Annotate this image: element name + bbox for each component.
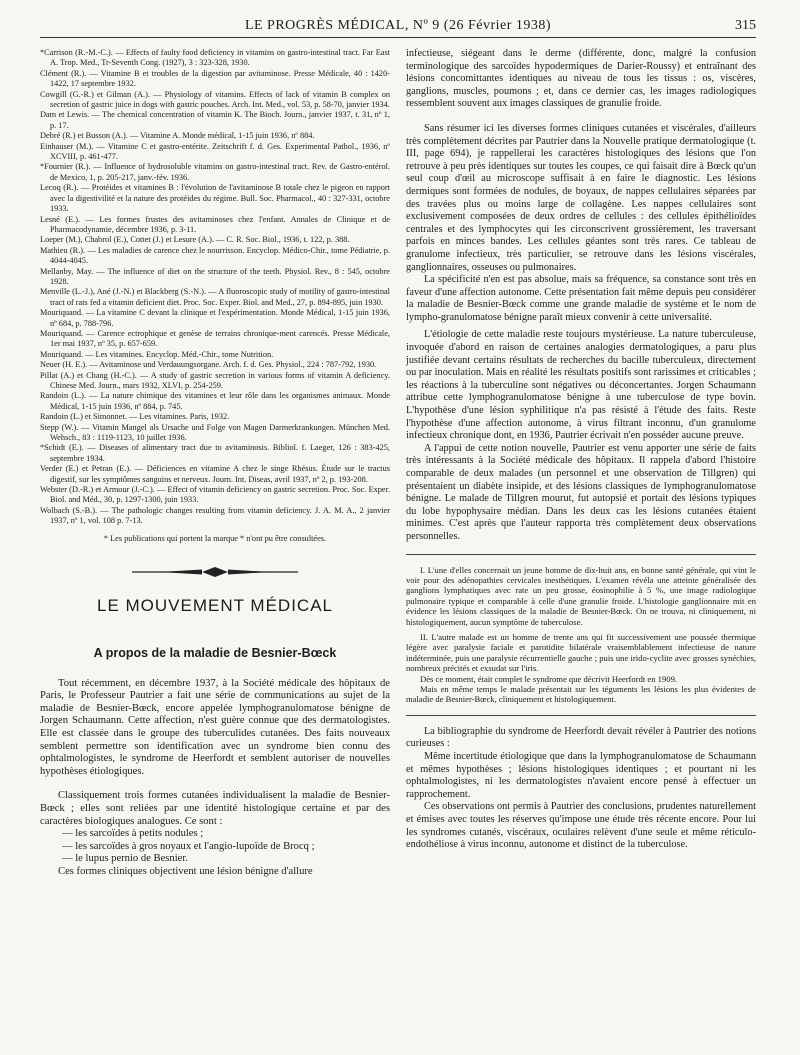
article-paragraph: infectieuse, siégeant dans le derme (différente, donc, malgré la confusion terminologique des sarcoïdes hypodermiques de Darier-Roussy) et entraînant des lésions concomittantes identiques au niveau de tous les tissus : os, viscères, ganglions, muscles, poumons ; et, dans ce dernier cas, les images radiologiques ressemblent souvent aux images classiques de granulie froide. <box>406 48 756 110</box>
reference-item: Menville (L.-J.), Ané (J.-N.) et Blackberg (S.-N.). — A fluoroscopic study of motility of gastro-intestinal tract of rats fed a vitamin deficient diet. Proc. Soc. Exper. Biol. and Med., 27, p. 894-895, juin 1930. <box>40 287 390 307</box>
reference-item: Dam et Lewis. — The chemical concentration of vitamin K. The Bioch. Journ., janvier 1937, t. 31, nº 1, p. 17. <box>40 110 390 130</box>
case-note: I. L'une d'elles concernait un jeune homme de dix-huit ans, en bonne santé générale, qui vint le voir pour des adénopathies cervicales inesthétiques. L'examen révéla une atteinte généralisée des ganglions lymphatiques avec rate un peu grosse, éosinophilie à 5 %, une image radiologique pulmonaire typique et comparable à celle d'une granulie froide. L'histologie ganglionnaire mit en évidence les lésions classiques de la maladie de Besnier-Bœck. On ne trouva, ni cliniquement, ni histologiquement, aucun symptôme de tuberculose. <box>406 564 756 627</box>
reference-item: *Fournier (R.). — Influence of hydrosoluble vitamins on gastro-intestinal tract. Rev. de Gastro-entérol. de Mexico, 1, p. 205-217, janv.-fév. 1936. <box>40 162 390 182</box>
article-title: A propos de la maladie de Besnier-Bœck <box>93 645 337 660</box>
reference-item: Debré (R.) et Busson (A.). — Vitamine A. Monde médical, 1-15 juin 1936, nº 884. <box>40 131 315 141</box>
running-title: LE PROGRÈS MÉDICAL, Nº 9 (26 Février 1938) <box>244 18 552 33</box>
case-note: II. L'autre malade est un homme de trente ans qui fit successivement une poussée thermique légère avec paralysie faciale et parotidite bilatérale vraisemblablement infectieuse de nature indéterminée, puis une paralysie récurrentielle gauche ; puis une irido-cyclite avec grosses synéchies, nombreux précités et exsudat sur l'iris. <box>406 632 756 674</box>
list-item: — les sarcoïdes à gros noyaux et l'angio-lupoïde de Brocq ; <box>62 840 315 852</box>
reference-item: Pillat (A.) et Chang (H.-C.). — A study of gastric secretion in various forms of vitamin A deficiency. Chinese Med. Journ., mars 1932, XLVI, p. 254-259. <box>40 370 390 390</box>
list-item: — le lupus pernio de Besnier. <box>62 853 188 865</box>
ornament-divider <box>40 566 390 578</box>
reference-item: Webster (D.-R.) et Armour (J.-C.). — Effect of vitamin deficiency on gastric secretion. Proc. Soc. Exper. Biol. and Méd., 30, p. 1297-1300, juin 1933. <box>40 485 390 505</box>
reference-item: *Schidt (E.). — Diseases of alimentary tract due to avitaminosis. Bibliol. f. Laeger, 126 : 383-425, septembre 1934. <box>40 443 390 463</box>
reference-item: Neuer (H. E.). — Avitaminose und Verdauungsorgane. Arch. f. d. Ges. Physiol., 224 : 787-792, 1930. <box>40 360 377 370</box>
article-paragraph: Tout récemment, en décembre 1937, à la Société médicale des hôpitaux de Paris, le Professeur Pautrier a fait une série de communications au sujet de la maladie de Besnier-Bœck, encore appelée lymphogranulomatose bénigne de Jorgen Schaumann. Cette affection, n'est guère connue que des dermatologistes. Elle est classée dans le groupe des tuberculides cutanées. Des faits nouveaux semblent permettre son identification avec un syndrome bien connu des ophtalmologistes, le syndrome de Heerfordt et semblent autoriser de nouvelles hypothèses étiologiques. <box>40 677 390 777</box>
reference-item: Mouriquand. — Carence ectrophique et genèse de terrains chronique-ment carencés. Presse Médicale, 1er mai 1937, nº 35, p. 657-659. <box>40 328 390 349</box>
case-note: Dès ce moment, était complet le syndrome que décrivit Heerfordt en 1909. <box>420 673 678 684</box>
ornament-icon <box>130 566 300 578</box>
article-paragraph: A l'appui de cette notion nouvelle, Pautrier est venu apporter une série de faits très intéressants à la Société médicale des hôpitaux. Il rappela d'abord l'histoire comparable de deux malades (un personnel et une observation de Tillgren) qui présentaient un diabète insipide, et des lésions classiques de lymphogranulomatose bénigne. Le malade de Tillgren mourut, fut autopsié et portait des lésions typiques du lobe hypophysaire médian. Dans les deux cas les lésions cutanées étaient minimes. C'est après que l'auteur rapporta très complètement deux observations personnelles. <box>406 442 756 542</box>
reference-item: Wolbach (S.-B.). — The pathologic changes resulting from vitamin deficiency. J. A. M. A., 2 janvier 1937, nº 1, vol. 108 p. 7-13. <box>40 505 390 526</box>
reference-item: Mouriquand. — La vitamine C devant la clinique et l'expérimentation. Monde Médical, 1-15 juin 1936, nº 684, p. 788-796. <box>40 308 390 328</box>
reference-item: Mellanby, May. — The influence of diet on the structure of the teeth. Physiol. Rev., 8 : 545, octobre 1928. <box>40 266 390 286</box>
section-heading: LE MOUVEMENT MÉDICAL <box>96 595 333 615</box>
list-item: — les sarcoïdes à petits nodules ; <box>62 828 204 840</box>
reference-item: Verder (E.) et Petran (E.). — Déficiences en vitamine A chez le singe Rhésus. Étude sur le tractus digestif, sur les symptômes sanguins et nerveux. Journ. Int. Diseas, avril 1937, nº 2, p. 193-208. <box>40 464 390 484</box>
divider <box>406 554 756 555</box>
right-column <box>406 48 756 879</box>
reference-item: Mouriquand. — Les vitamines. Encyclop. Méd.-Chir., tome Nutrition. <box>40 349 274 359</box>
article-paragraph: Ces formes cliniques objectivent une lésion bénigne d'allure <box>58 866 313 877</box>
reference-item: *Carrison (R.-M.-C.). — Effects of faulty food deficiency in vitamins on gastro-intestinal tract. Far East A. Trop. Med., Tr-Seventh Cong. (1927), 3 : 323-328, 1930. <box>40 48 390 68</box>
page-number: 315 <box>735 18 756 33</box>
reference-list <box>40 48 390 527</box>
article-paragraph: La bibliographie du syndrome de Heerfordt devait révéler à Pautrier des notions curieuses : <box>406 725 756 750</box>
divider <box>406 715 756 716</box>
reference-item: Randoin (L.). — La nature chimique des vitamines et leur rôle dans les organismes animaux. Monde Médical, 1-15 juin 1936, nº 884, p. 745. <box>40 391 390 411</box>
reference-item: Randoin (L.) et Simonnet. — Les vitamines. Paris, 1932. <box>40 412 230 422</box>
left-column <box>40 48 390 879</box>
reference-item: Lecoq (R.). — Protéides et vitamines B : l'évolution de l'avitaminose B totale chez le pigeon en rapport avec la digestivilité et la nature des protéides du régime. Bull. Soc. Pharmacol., 40 : 327-331, octobre 1933. <box>40 183 390 214</box>
article-paragraph: Sans résumer ici les diverses formes cliniques cutanées et viscérales, d'ailleurs très complètement décrites par Pautrier dans la Nouvelle pratique dermatologique (t. III, page 694), je rappellerai les caractères histologiques des lésions que l'on retrouve à peu près identiques sur toutes les coupes, ce qui faisait dire à Bœck qu'un seul coup d'œil au microscope suffisait à en faire le diagnostic. Les lésions dermiques sont formées de nodules, de boyaux, de nappes cellulaires séparées par des travées plus ou moins large de collagène. Les nappes cellulaires sont exclusivement composées de deux ordres de cellules : des cellules épithélioïdes centrales et des lymphocytes qui les circonscrivent grossièrement, les traversant parfois en minces bandes. Les cellules géantes sont très rares. Ce tableau de granulome infectieux, très particulier, se retrouve dans les lésions viscérales, ganglionnaires, osseuses ou pulmonaires. <box>406 122 756 273</box>
article-paragraph: La spécificité n'en est pas absolue, mais sa fréquence, sa constance sont très en faveur d'une affection autonome. Cette présentation fait même depuis peu considérer la maladie de Besnier-Bœck comme une grande maladie de système et le nom de lympho-granulomatose bénigne paraît mieux convenir à cette universalité. <box>406 274 756 323</box>
reference-item: Lesné (E.). — Les formes frustes des avitaminoses chez l'enfant. Annales de Clinique et de Pharmacodynamie, décembre 1936, p. 3-11. <box>40 214 390 234</box>
reference-item: Clément (R.). — Vitamine B et troubles de la digestion par avitaminose. Presse Médicale, 40 : 1420-1422, 17 septembre 1932. <box>40 68 390 89</box>
reference-item: Einhauser (M.). — Vitamine C et gastro-entérite. Zeitschrift f. d. Ges. Experimental Pathol., 1936, nº XCVIII, p. 461-477. <box>40 141 390 162</box>
case-observations <box>406 565 756 705</box>
forms-list <box>40 828 390 866</box>
reference-item: Stepp (W.). — Vitamin Mangel als Ursache und Folge von Magen Darmerkrankungen. München Med. Wehsch., 83 : 1119-1123, 10 juillet 1936. <box>40 422 390 443</box>
reference-item: Cowgill (G.-R.) et Gilman (A.). — Physiology of vitamins. Effects of lack of vitamin B complex on secretion of gastric juice in dogs with gastric pouches. Arch. Int. Med., vol. 53, p. 58-70, janvier 1934. <box>40 89 390 110</box>
article-paragraph: Même incertitude étiologique que dans la lymphogranulomatose de Schaumann et mêmes hypothèses ; lésions histologiques identiques ; et pourtant ni les ophtalmologistes, ni les dermatologistes n'avaient encore pensé à effectuer un rapprochement. <box>406 751 756 800</box>
article-paragraph: L'étiologie de cette maladie reste toujours mystérieuse. La nature tuberculeuse, invoquée d'abord en raison de certaines analogies dermatologiques, a paru plus justifiée devant certains résultats de recherches du bacille tuberculeux, directement ou par inoculation. Mais en réalité les résultats positifs sont rarissimes et criticables ; les réactions à la tuberculine sont négatives ou déconcertantes. Jorgen Schaumann attribue cette lymphogranulomatose bénigne à une tuberculose de type bovin. L'hypothèse d'une lésion syphilitique n'a pas résisté à l'étude des faits. Reste l'hypothèse d'une affection autonome, à virus filtrant inconnu, d'un granulome infectieux chronique dont, en 1936, Pautrier écrivait n'en posséder aucune preuve. <box>406 329 756 442</box>
reference-item: Mathieu (R.). — Les maladies de carence chez le nourrisson. Encyclop. Médico-Chir., tome Pédiatrie, p. 4044-4045. <box>40 245 390 266</box>
references-footnote: * Les publications qui portent la marque * n'ont pu être consultées. <box>103 533 327 543</box>
article-paragraph: Classiquement trois formes cutanées individualisent la maladie de Besnier-Bœck ; elles sont reliées par une identité histologique certaine et par des caractères biologiques analogues. Ce sont : <box>40 790 390 827</box>
article-paragraph: Ces observations ont permis à Pautrier des conclusions, prudentes naturellement et émises avec toutes les réserves qu'impose une étude très récente encore. Pour lui les syndromes cutanés, viscéraux, oculaires relèvent d'une seule et même réticulo-endothéliose à virus inconnu, autonome et distinct de la tuberculose. <box>406 801 756 851</box>
page-header <box>40 14 756 38</box>
case-note: Mais en même temps le malade présentait sur les téguments les lésions les plus évidentes de maladie de Besnier-Bœck, cliniquement et histologiquement. <box>406 684 756 705</box>
reference-item: Loeper (M.), Chabrol (E.), Cottet (J.) et Lesure (A.). — C. R. Soc. Biol., 1936, t. 122, p. 388. <box>40 235 350 245</box>
